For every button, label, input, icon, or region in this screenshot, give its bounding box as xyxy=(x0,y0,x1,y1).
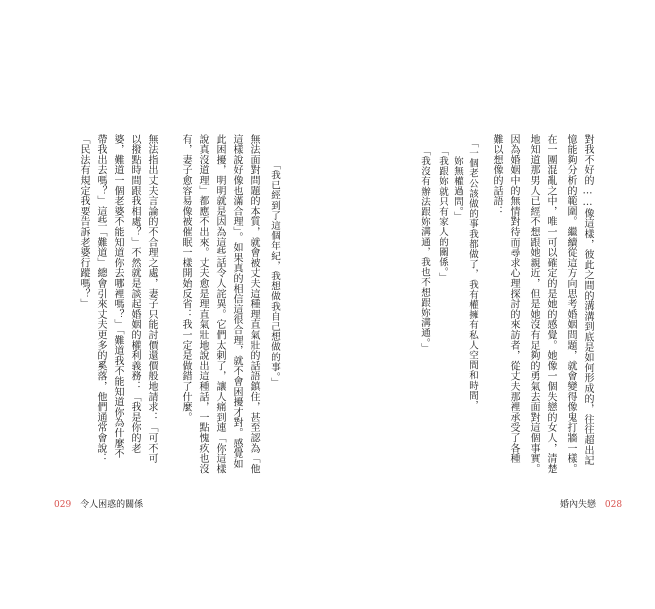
left-footer xyxy=(54,497,143,510)
left-quote: 「我已經到了這個年紀，我想做我自己想做的事。」 xyxy=(269,160,280,388)
left-body-column-10: 「民法有規定我要告訴老婆行蹤嗎？」 xyxy=(78,134,89,310)
left-body-column-3: 此困擾，明明就是因為這些話令人詫異。它們太刺了，讓人痛到連「你這樣 xyxy=(214,134,225,474)
left-body-column-7: 以撥點時間跟我相處？」不然就是談起婚姻的權利義務：「我是你的老 xyxy=(129,134,140,454)
left-body-column-2: 這樣說好像也滿合理」。如果真的相信這很合理，就不會困擾才對。感覺如 xyxy=(231,134,242,469)
right-body-column-3: 在一團混亂之中，唯一可以確定的是她的感覺。她像一個失戀的女人，清楚 xyxy=(545,134,556,474)
right-quote-1: 「一個老公該做的事我都做了，我有權擁有私人空間和時間， xyxy=(467,138,478,411)
right-quote-3: 「我沒有辦法跟妳溝通，我也不想跟妳溝通。」 xyxy=(419,146,430,354)
right-footer xyxy=(560,497,622,510)
left-body-column-6: 無法指出丈夫言論的不合理之處，妻子只能討價還價般地請求：「可不可 xyxy=(146,134,157,464)
right-body-column-5: 因為婚姻中的無情對待而尋求心理探討的來訪者，從丈夫那裡承受了各種 xyxy=(508,134,519,464)
left-body-column-8: 婆，難道一個老婆不能知道你去哪裡嗎？」「難道我不能知道你為什麼不 xyxy=(112,134,123,459)
left-body-column-5: 有，妻子愈容易像被催眠一樣開始反省：我一定是做錯了什麼。 xyxy=(180,134,191,423)
right-body-column-4: 地知道那男人已經不想跟她親近，但是她沒有足夠的勇氣去面對這個事實。 xyxy=(528,134,539,474)
left-body-column-9: 帶我出去嗎？」這些「難道」總會引來丈夫更多的奚落，他們通常會說： xyxy=(95,134,106,464)
right-body-column-1: 對我不好的……像這樣，彼此之間的溝溝到底是如何形成的，往往超出記 xyxy=(582,134,593,466)
running-title: 令人困惑的關係 xyxy=(80,500,144,510)
page-number: 028 xyxy=(604,500,623,510)
running-title: 婚內失戀 xyxy=(560,500,597,510)
right-body-column-6: 難以想像的話語： xyxy=(491,134,502,217)
right-quote-2: 「我跟妳就只有家人的關係。」 xyxy=(437,146,448,283)
right-body-column-2: 憶能夠分析的範圍。繼續從這方向思考婚姻問題，就會變得像鬼打牆一樣。 xyxy=(565,134,576,474)
left-body-column-4: 說真沒道理」都應不出來。丈夫愈是理直氣壯地說出這種話，一點愧疚也沒 xyxy=(197,134,208,474)
page-number: 029 xyxy=(54,500,72,510)
left-body-column-1: 無法面對問題的本質，就會被丈夫這種理直氣壯的話語鎮住，甚至認為「他 xyxy=(248,134,259,474)
right-quote-1-cont: 妳無權過問。」 xyxy=(452,156,463,222)
